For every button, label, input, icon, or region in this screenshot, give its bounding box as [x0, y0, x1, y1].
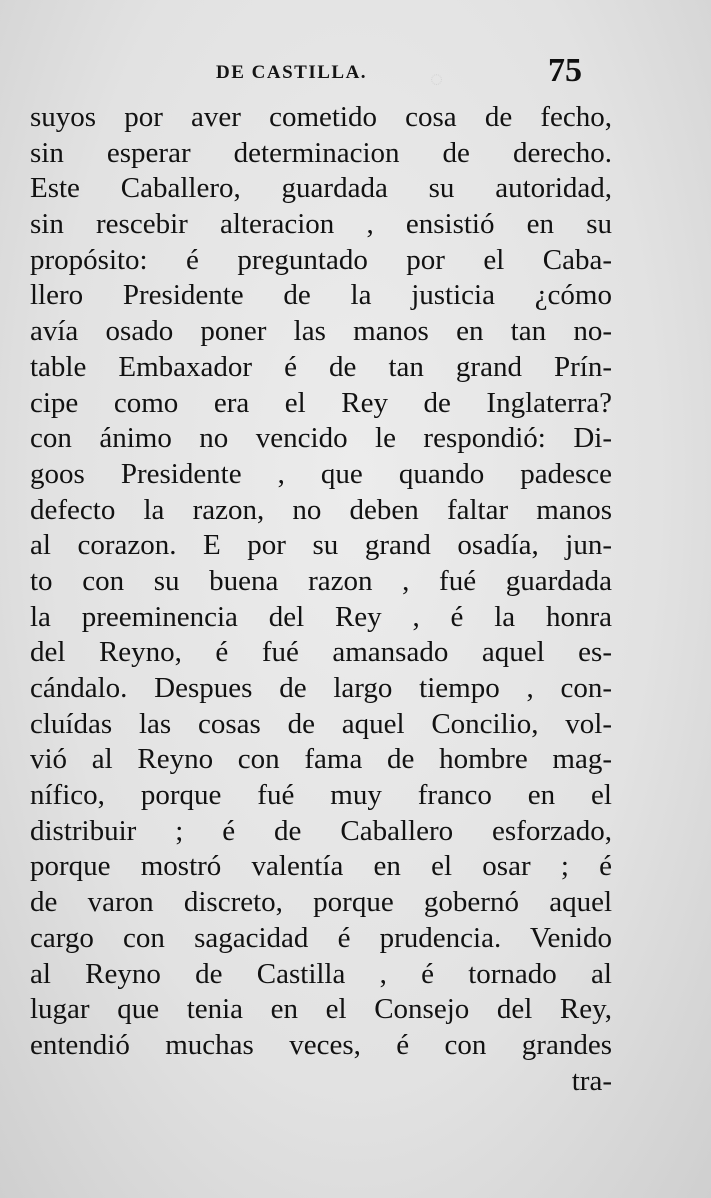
text-line: to con su buena razon , fué guardada [30, 564, 612, 597]
text-line: llero Presidente de la justicia ¿cómo [30, 279, 612, 312]
text-line: distribuir ; é de Caballero esforzado, [30, 814, 612, 847]
text-line: la preeminencia del Rey , é la honra [30, 600, 612, 633]
text-line: cargo con sagacidad é prudencia. Venido [30, 921, 612, 954]
text-line: sin rescebir alteracion , ensistió en su [30, 208, 612, 241]
running-head: DE CASTILLA. [216, 62, 368, 83]
text-line: entendió muchas veces, é con grandes [30, 1028, 612, 1061]
text-line: goos Presidente , que quando padesce [30, 457, 612, 490]
text-line: propósito: é preguntado por el Caba- [30, 243, 612, 276]
text-line: vió al Reyno con fama de hombre mag- [30, 743, 612, 776]
text-line: sin esperar determinacion de derecho. [30, 136, 612, 169]
text-line: suyos por aver cometido cosa de fecho, [30, 101, 612, 133]
text-line: al corazon. E por su grand osadía, jun- [30, 529, 612, 562]
text-line: al Reyno de Castilla , é tornado al [30, 957, 612, 990]
text-line: porque mostró valentía en el osar ; é [30, 850, 612, 883]
text-line: nífico, porque fué muy franco en el [30, 779, 612, 812]
text-line: de varon discreto, porque gobernó aquel [30, 886, 612, 919]
text-line: lugar que tenia en el Consejo del Rey, [30, 993, 612, 1026]
text-line: cipe como era el Rey de Inglaterra? [30, 386, 612, 419]
page-number: 75 [548, 52, 582, 89]
text-line: defecto la razon, no deben faltar manos [30, 493, 612, 526]
text-line: cluídas las cosas de aquel Concilio, vol- [30, 707, 612, 740]
body-text [30, 100, 612, 1099]
text-line: con ánimo no vencido le respondió: Di- [30, 422, 612, 455]
page-header [0, 52, 711, 96]
text-line: del Reyno, é fué amansado aquel es- [30, 636, 612, 669]
bleed-through-mark: ◌ [430, 66, 444, 91]
text-line: Este Caballero, guardada su autoridad, [30, 172, 612, 205]
text-line: table Embaxador é de tan grand Prín- [30, 350, 612, 383]
text-line: cándalo. Despues de largo tiempo , con- [30, 672, 612, 704]
text-line: avía osado poner las manos en tan no- [30, 315, 612, 348]
catchword: tra- [571, 1064, 612, 1097]
